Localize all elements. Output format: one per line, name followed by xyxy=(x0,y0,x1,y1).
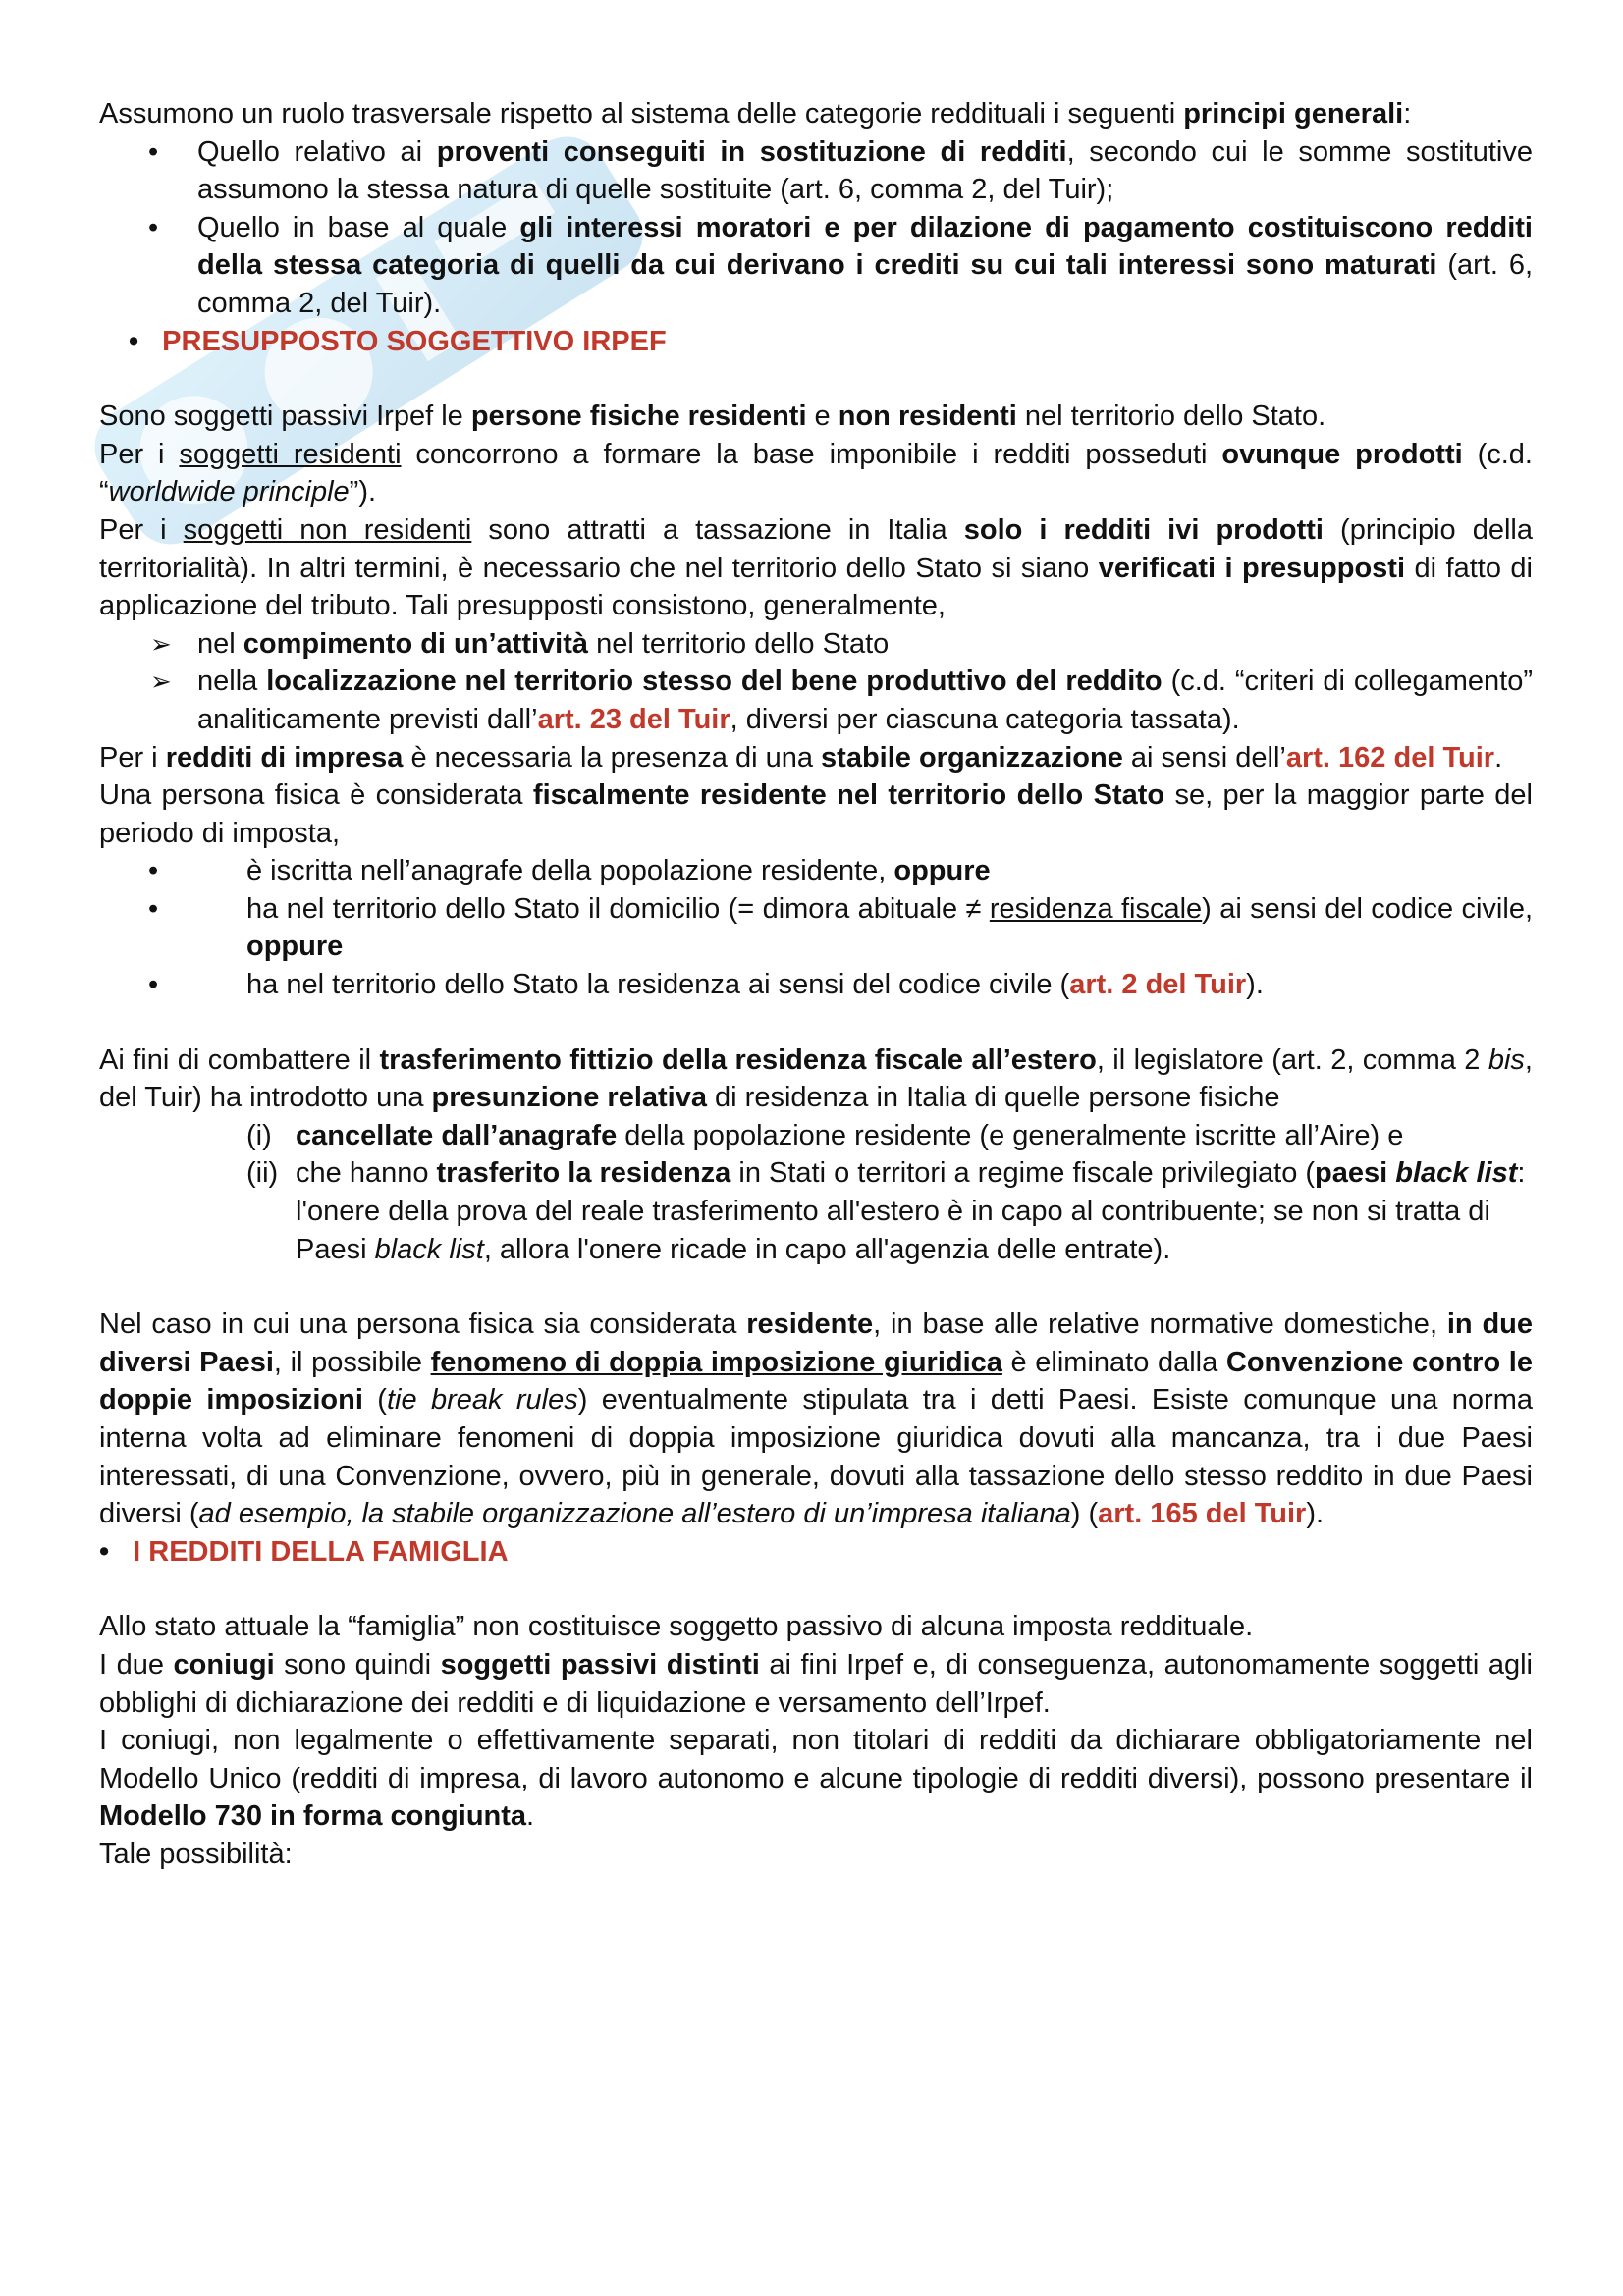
paragraph: Una persona fisica è considerata fiscalmente residente nel territorio dello Stato se, per la maggior parte del periodo di imposta, xyxy=(99,779,1533,849)
paragraph: Per i redditi di impresa è necessaria la presenza di una stabile organizzazione ai sensi dell’art. 162 del Tuir. xyxy=(99,741,1503,774)
list-item: • ha nel territorio dello Stato la residenza ai sensi del codice civile (art. 2 del Tuir). xyxy=(99,966,1533,1004)
paragraph: Per i soggetti non residenti sono attratti a tassazione in Italia solo i redditi ivi prodotti (principio della territorialità). In altri termini, è necessario che nel territorio dello Stato si siano verificati i presupposti di fatto di applicazione del tributo. Tali presupposti consistono, generalmente, xyxy=(99,513,1534,622)
paragraph: Ai fini di combattere il trasferimento fittizio della residenza fiscale all’estero, il legislatore (art. 2, comma 2 bis, del Tuir) ha introdotto una presunzione relativa di residenza in Italia di quelle persone fisiche xyxy=(99,1043,1533,1114)
bullet-icon: • xyxy=(148,892,159,925)
bullet-icon: • xyxy=(148,135,159,168)
list-item: • Quello in base al quale gli interessi moratori e per dilazione di pagamento costituiscono redditi della stessa categoria di quelli da cui derivano i crediti su cui tali interessi sono maturati (art. 6, comma 2, del Tuir). xyxy=(99,209,1533,323)
bullet-icon: • xyxy=(148,969,159,1001)
list-item: • ha nel territorio dello Stato il domicilio (= dimora abituale ≠ residenza fiscale) ai sensi del codice civile, oppure xyxy=(99,890,1533,966)
list-item: ➢ nella localizzazione nel territorio stesso del bene produttivo del reddito (c.d. “criteri di collegamento” analiticamente previsti dall’art. 23 del Tuir, diversi per ciascuna categoria tassata). xyxy=(99,663,1533,738)
paragraph: Tale possibilità: xyxy=(99,1838,293,1870)
bullet-icon: • xyxy=(129,325,139,357)
bullet-icon: • xyxy=(148,211,159,243)
list-item: (ii) che hanno trasferito la residenza in Stati o territori a regime fiscale privilegiato (paesi black list: l'onere della prova del reale trasferimento all'estero è in capo al contribuente; se non si tratta di Paesi black list, allora l'onere ricade in capo all'agenzia delle entrate). xyxy=(99,1154,1533,1268)
list-item: (i) cancellate dall’anagrafe della popolazione residente (e generalmente iscritte all’Aire) e xyxy=(99,1117,1533,1155)
bullet-icon: • xyxy=(99,1535,110,1568)
roman-marker: (i) xyxy=(246,1119,272,1151)
arrow-bullet-icon: ➢ xyxy=(150,667,172,697)
section-heading: • I REDDITI DELLA FAMIGLIA xyxy=(99,1535,509,1568)
paragraph: Allo stato attuale la “famiglia” non costituisce soggetto passivo di alcuna imposta reddituale. xyxy=(99,1611,1254,1643)
document-page xyxy=(99,95,1533,1874)
paragraph: I due coniugi sono quindi soggetti passivi distinti ai fini Irpef e, di conseguenza, autonomamente soggetti agli obblighi di dichiarazione dei redditi e di liquidazione e versamento dell’Irpef. xyxy=(99,1648,1533,1719)
section-heading: • PRESUPPOSTO SOGGETTIVO IRPEF xyxy=(129,325,667,357)
paragraph: Sono soggetti passivi Irpef le persone fisiche residenti e non residenti nel territorio dello Stato. xyxy=(99,400,1326,433)
intro-paragraph: Assumono un ruolo trasversale rispetto al sistema delle categorie reddituali i seguenti principi generali: xyxy=(99,98,1412,130)
bullet-icon: • xyxy=(148,855,159,887)
paragraph: Per i soggetti residenti concorrono a formare la base imponibile i redditi posseduti ovunque prodotti (c.d. “worldwide principle”). xyxy=(99,438,1533,508)
list-item: ➢ nel compimento di un’attività nel territorio dello Stato xyxy=(99,625,1533,664)
list-item: • è iscritta nell’anagrafe della popolazione residente, oppure xyxy=(99,852,1533,890)
list-item: • Quello relativo ai proventi conseguiti in sostituzione di redditi, secondo cui le somme sostitutive assumono la stessa natura di quelle sostituite (art. 6, comma 2, del Tuir); xyxy=(99,133,1533,209)
paragraph: I coniugi, non legalmente o effettivamente separati, non titolari di redditi da dichiarare obbligatoriamente nel Modello Unico (redditi di impresa, di lavoro autonomo e alcune tipologie di redditi diversi), possono presentare il Modello 730 in forma congiunta. xyxy=(99,1725,1533,1833)
arrow-bullet-icon: ➢ xyxy=(150,628,172,659)
roman-marker: (ii) xyxy=(246,1157,279,1190)
paragraph: Nel caso in cui una persona fisica sia considerata residente, in base alle relative normative domestiche, in due diversi Paesi, il possibile fenomeno di doppia imposizione giuridica è eliminato dalla Convenzione contro le doppie imposizioni (tie break rules) eventualmente stipulata tra i detti Paesi. Esiste comunque una norma interna volta ad eliminare fenomeni di doppia imposizione giuridica dovuti alla mancanza, tra i due Paesi interessati, di una Convenzione, ovvero, più in generale, dovuti alla tassazione dello stesso reddito in due Paesi diversi (ad esempio, la stabile organizzazione all’estero di un’impresa italiana) (art. 165 del Tuir). xyxy=(99,1308,1534,1530)
